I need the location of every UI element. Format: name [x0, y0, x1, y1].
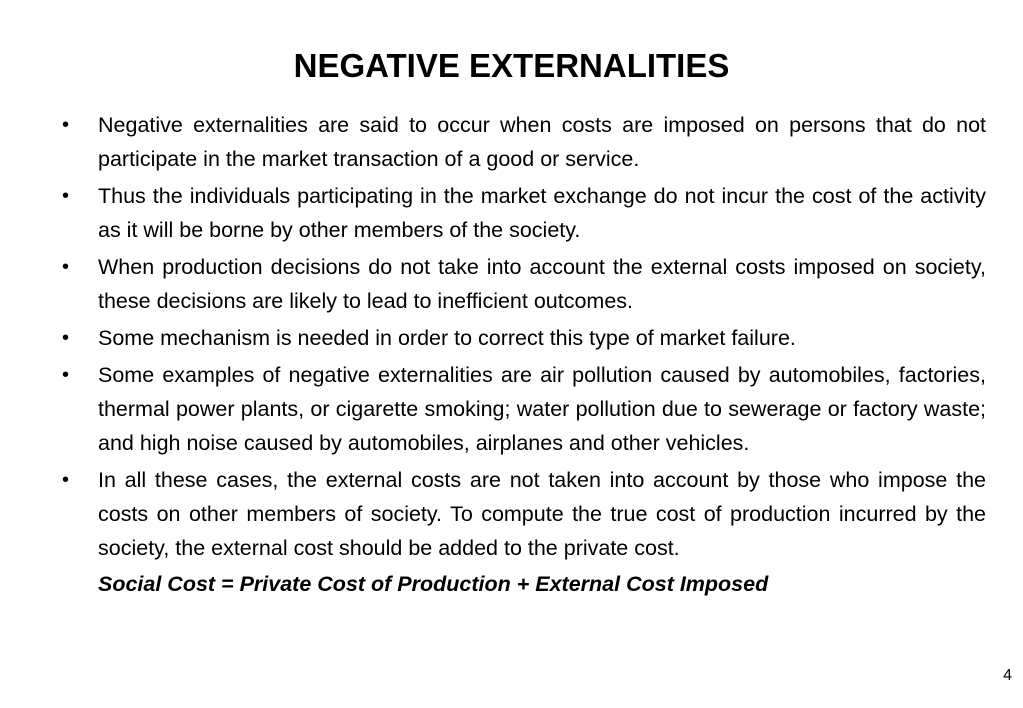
bullet-item: [62, 463, 986, 601]
bullet-icon: •: [62, 327, 70, 349]
bullet-icon: •: [62, 256, 70, 278]
bullet-item: [62, 250, 986, 318]
slide-title: NEGATIVE EXTERNALITIES: [293, 47, 730, 84]
bullet-item: [62, 321, 986, 355]
bullet-list: [62, 108, 986, 604]
bullet-icon: •: [62, 185, 70, 207]
bullet-text: Thus the individuals participating in the market exchange do not incur the cost of the activity as it will be borne by other members of the society.: [98, 184, 986, 242]
bullet-text: Some examples of negative externalities are air pollution caused by automobiles, factories, thermal power plants, or cigarette smoking; water pollution due to sewerage or factory waste; and high noise caused by automobiles, airplanes and other vehicles.: [98, 363, 986, 455]
bullet-text: Some mechanism is needed in order to correct this type of market failure.: [98, 326, 796, 350]
bullet-text: When production decisions do not take into account the external costs imposed on society, these decisions are likely to lead to inefficient outcomes.: [98, 255, 986, 313]
bullet-item: [62, 108, 986, 176]
bullet-text: Negative externalities are said to occur when costs are imposed on persons that do not participate in the market transaction of a good or service.: [98, 113, 986, 171]
page-number: 4: [1003, 667, 1012, 684]
social-cost-formula: Social Cost = Private Cost of Production + External Cost Imposed: [98, 572, 769, 596]
bullet-icon: •: [62, 469, 70, 491]
bullet-item: [62, 179, 986, 247]
bullet-text: In all these cases, the external costs are not taken into account by those who impose the costs on other members of society. To compute the true cost of production incurred by the society, the external cost should be added to the private cost.: [98, 468, 986, 560]
bullet-item: [62, 358, 986, 460]
bullet-icon: •: [62, 114, 70, 136]
bullet-icon: •: [62, 364, 70, 386]
